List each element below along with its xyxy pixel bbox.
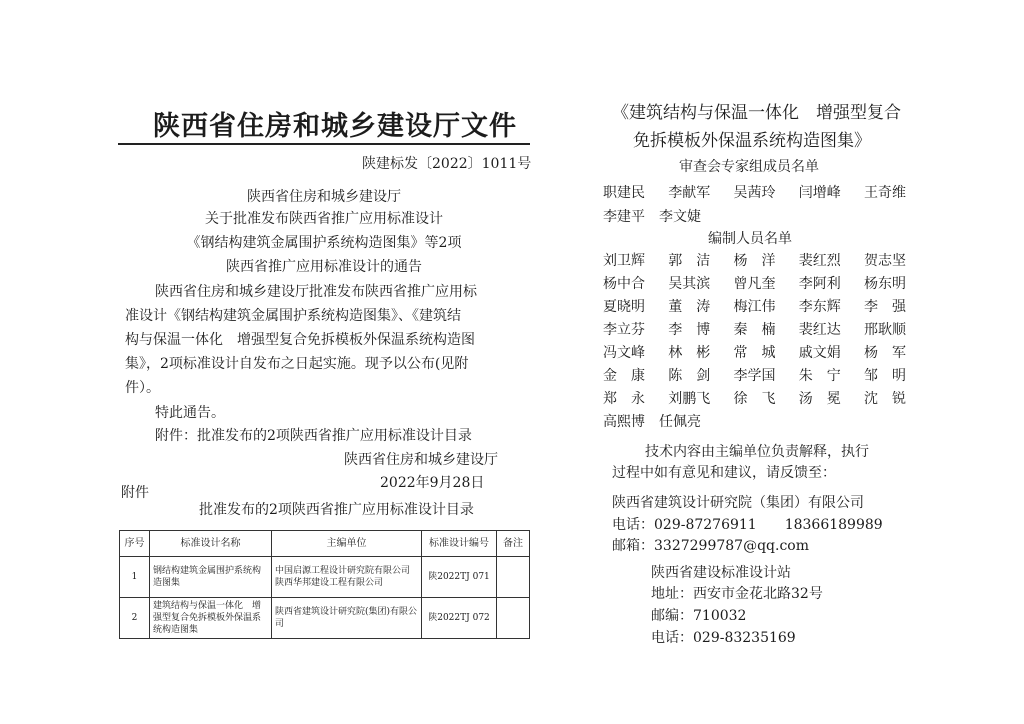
contact-email: 邮箱：3327299787@qq.com xyxy=(612,538,809,554)
tech-note-line: 过程中如有意见和建议，请反馈至： xyxy=(612,465,836,481)
editor-row xyxy=(603,411,701,431)
editor-name: 李 强 xyxy=(864,299,906,315)
reviewer-name: 闫增峰 xyxy=(798,185,841,201)
editor-row xyxy=(603,296,906,316)
notice-title-line: 《钢结构建筑金属围护系统构造图集》等2项 xyxy=(186,235,462,251)
notice-title-line: 关于批准发布陕西省推广应用标准设计 xyxy=(205,211,443,227)
editor-name: 夏晓明 xyxy=(603,299,645,315)
editor-name: 秦 楠 xyxy=(733,322,776,338)
attachment-title: 批准发布的2项陕西省推广应用标准设计目录 xyxy=(199,502,474,518)
editor-name: 郭 洁 xyxy=(668,253,711,269)
editor-row xyxy=(603,273,906,293)
issuer: 陕西省住房和城乡建设厅 xyxy=(344,452,498,468)
editor-name: 徐 飞 xyxy=(733,391,776,407)
editor-name: 刘鹏飞 xyxy=(668,391,711,407)
contact-org: 陕西省建筑设计研究院（集团）有限公司 xyxy=(612,495,864,511)
body-line: 准设计《钢结构建筑金属围护系统构造图集》、《建筑结 xyxy=(125,308,461,324)
cell-code: 陕2022TJ 072 xyxy=(422,598,497,639)
reviewer-name: 李献军 xyxy=(668,185,711,201)
reviewer-row xyxy=(603,182,906,202)
contact-phone: 电话：029-83235169 xyxy=(651,630,796,646)
header-note: 备注 xyxy=(497,531,530,557)
header-unit: 主编单位 xyxy=(272,531,422,557)
reviewer-name: 李建平 xyxy=(603,209,645,225)
editor-name: 裴红达 xyxy=(798,322,841,338)
editor-name: 裴红烈 xyxy=(798,253,841,269)
header-no: 序号 xyxy=(120,531,150,557)
editor-name: 贺志坚 xyxy=(864,253,906,269)
editor-name: 李学国 xyxy=(733,368,776,384)
document-title: 陕西省住房和城乡建设厅文件 xyxy=(153,111,517,142)
contact-org: 陕西省建设标准设计站 xyxy=(651,565,791,581)
atlas-title-line: 《建筑结构与保温一体化 增强型复合 xyxy=(612,103,901,123)
body-line: 构与保温一体化 增强型复合免拆模板外保温系统构造图 xyxy=(125,332,475,348)
cell-note xyxy=(497,598,530,639)
header-code: 标准设计编号 xyxy=(422,531,497,557)
reviewer-row xyxy=(603,206,701,226)
editor-name: 李 博 xyxy=(668,322,711,338)
editor-name: 戚文娟 xyxy=(798,345,841,361)
notice-title-line: 陕西省住房和城乡建设厅 xyxy=(247,189,401,205)
reviewer-name: 李文婕 xyxy=(659,209,701,225)
editor-name: 杨东明 xyxy=(864,276,906,292)
editor-name: 沈 锐 xyxy=(864,391,906,407)
cell-note xyxy=(497,557,530,598)
attachment-note: 附件：批准发布的2项陕西省推广应用标准设计目录 xyxy=(155,428,472,444)
editor-row xyxy=(603,365,906,385)
contact-phone: 电话：029-87276911 18366189989 xyxy=(612,517,883,533)
editor-name: 曾凡奎 xyxy=(733,276,776,292)
editor-name: 杨中合 xyxy=(603,276,645,292)
editor-name: 金 康 xyxy=(603,368,645,384)
cell-name: 建筑结构与保温一体化 增强型复合免拆模板外保温系统构造图集 xyxy=(150,598,272,639)
cell-no: 1 xyxy=(120,557,150,598)
editor-name: 朱 宁 xyxy=(798,368,841,384)
issue-date: 2022年9月28日 xyxy=(380,475,485,491)
editor-name: 林 彬 xyxy=(668,345,711,361)
document-number: 陕建标发〔2022〕1011号 xyxy=(362,156,532,172)
review-heading: 审查会专家组成员名单 xyxy=(679,159,819,175)
editor-row xyxy=(603,342,906,362)
editor-name: 邢耿顺 xyxy=(864,322,906,338)
standards-table xyxy=(119,530,530,639)
cell-no: 2 xyxy=(120,598,150,639)
body-line: 陕西省住房和城乡建设厅批准发布陕西省推广应用标 xyxy=(155,284,477,300)
cell-name: 钢结构建筑金属围护系统构造图集 xyxy=(150,557,272,598)
editor-row xyxy=(603,250,906,270)
editor-name: 高熙博 xyxy=(603,414,645,430)
editor-name: 任佩亮 xyxy=(659,414,701,430)
attachment-label: 附件 xyxy=(121,485,149,501)
reviewer-name: 王奇维 xyxy=(864,185,906,201)
editor-name: 刘卫辉 xyxy=(603,253,645,269)
editor-heading: 编制人员名单 xyxy=(708,231,792,247)
cell-unit: 陕西省建筑设计研究院(集团)有限公司 xyxy=(272,598,422,639)
tech-note-line: 技术内容由主编单位负责解释，执行 xyxy=(645,444,869,460)
editor-name: 常 城 xyxy=(733,345,776,361)
special-notice: 特此通告。 xyxy=(155,405,225,421)
atlas-title-line: 免拆模板外保温系统构造图集》 xyxy=(633,131,871,151)
editor-name: 李东辉 xyxy=(798,299,841,315)
table-row xyxy=(120,598,530,639)
editor-name: 吴其滨 xyxy=(668,276,711,292)
editor-name: 李立芬 xyxy=(603,322,645,338)
body-line: 件）。 xyxy=(125,380,160,396)
editor-name: 冯文峰 xyxy=(603,345,645,361)
editor-name: 梅江伟 xyxy=(733,299,776,315)
reviewer-name: 职建民 xyxy=(603,185,645,201)
editor-name: 杨 洋 xyxy=(733,253,776,269)
editor-row xyxy=(603,388,906,408)
editor-name: 陈 剑 xyxy=(668,368,711,384)
editor-name: 邹 明 xyxy=(864,368,906,384)
editor-name: 董 涛 xyxy=(668,299,711,315)
contact-postcode: 邮编：710032 xyxy=(651,608,747,624)
editor-name: 杨 军 xyxy=(864,345,906,361)
editor-name: 郑 永 xyxy=(603,391,645,407)
cell-unit: 中国启源工程设计研究院有限公司陕西华邦建设工程有限公司 xyxy=(272,557,422,598)
editor-row xyxy=(603,319,906,339)
table-header-row xyxy=(120,531,530,557)
header-name: 标准设计名称 xyxy=(150,531,272,557)
body-line: 集》，2项标准设计自发布之日起实施。现予以公布(见附 xyxy=(125,356,469,372)
editor-name: 李阿利 xyxy=(798,276,841,292)
notice-title-line: 陕西省推广应用标准设计的通告 xyxy=(226,259,422,275)
title-rule xyxy=(118,143,530,145)
contact-address: 地址：西安市金花北路32号 xyxy=(651,586,823,602)
reviewer-name: 吴茜玲 xyxy=(733,185,776,201)
table-row xyxy=(120,557,530,598)
cell-code: 陕2022TJ 071 xyxy=(422,557,497,598)
editor-name: 汤 冕 xyxy=(798,391,841,407)
